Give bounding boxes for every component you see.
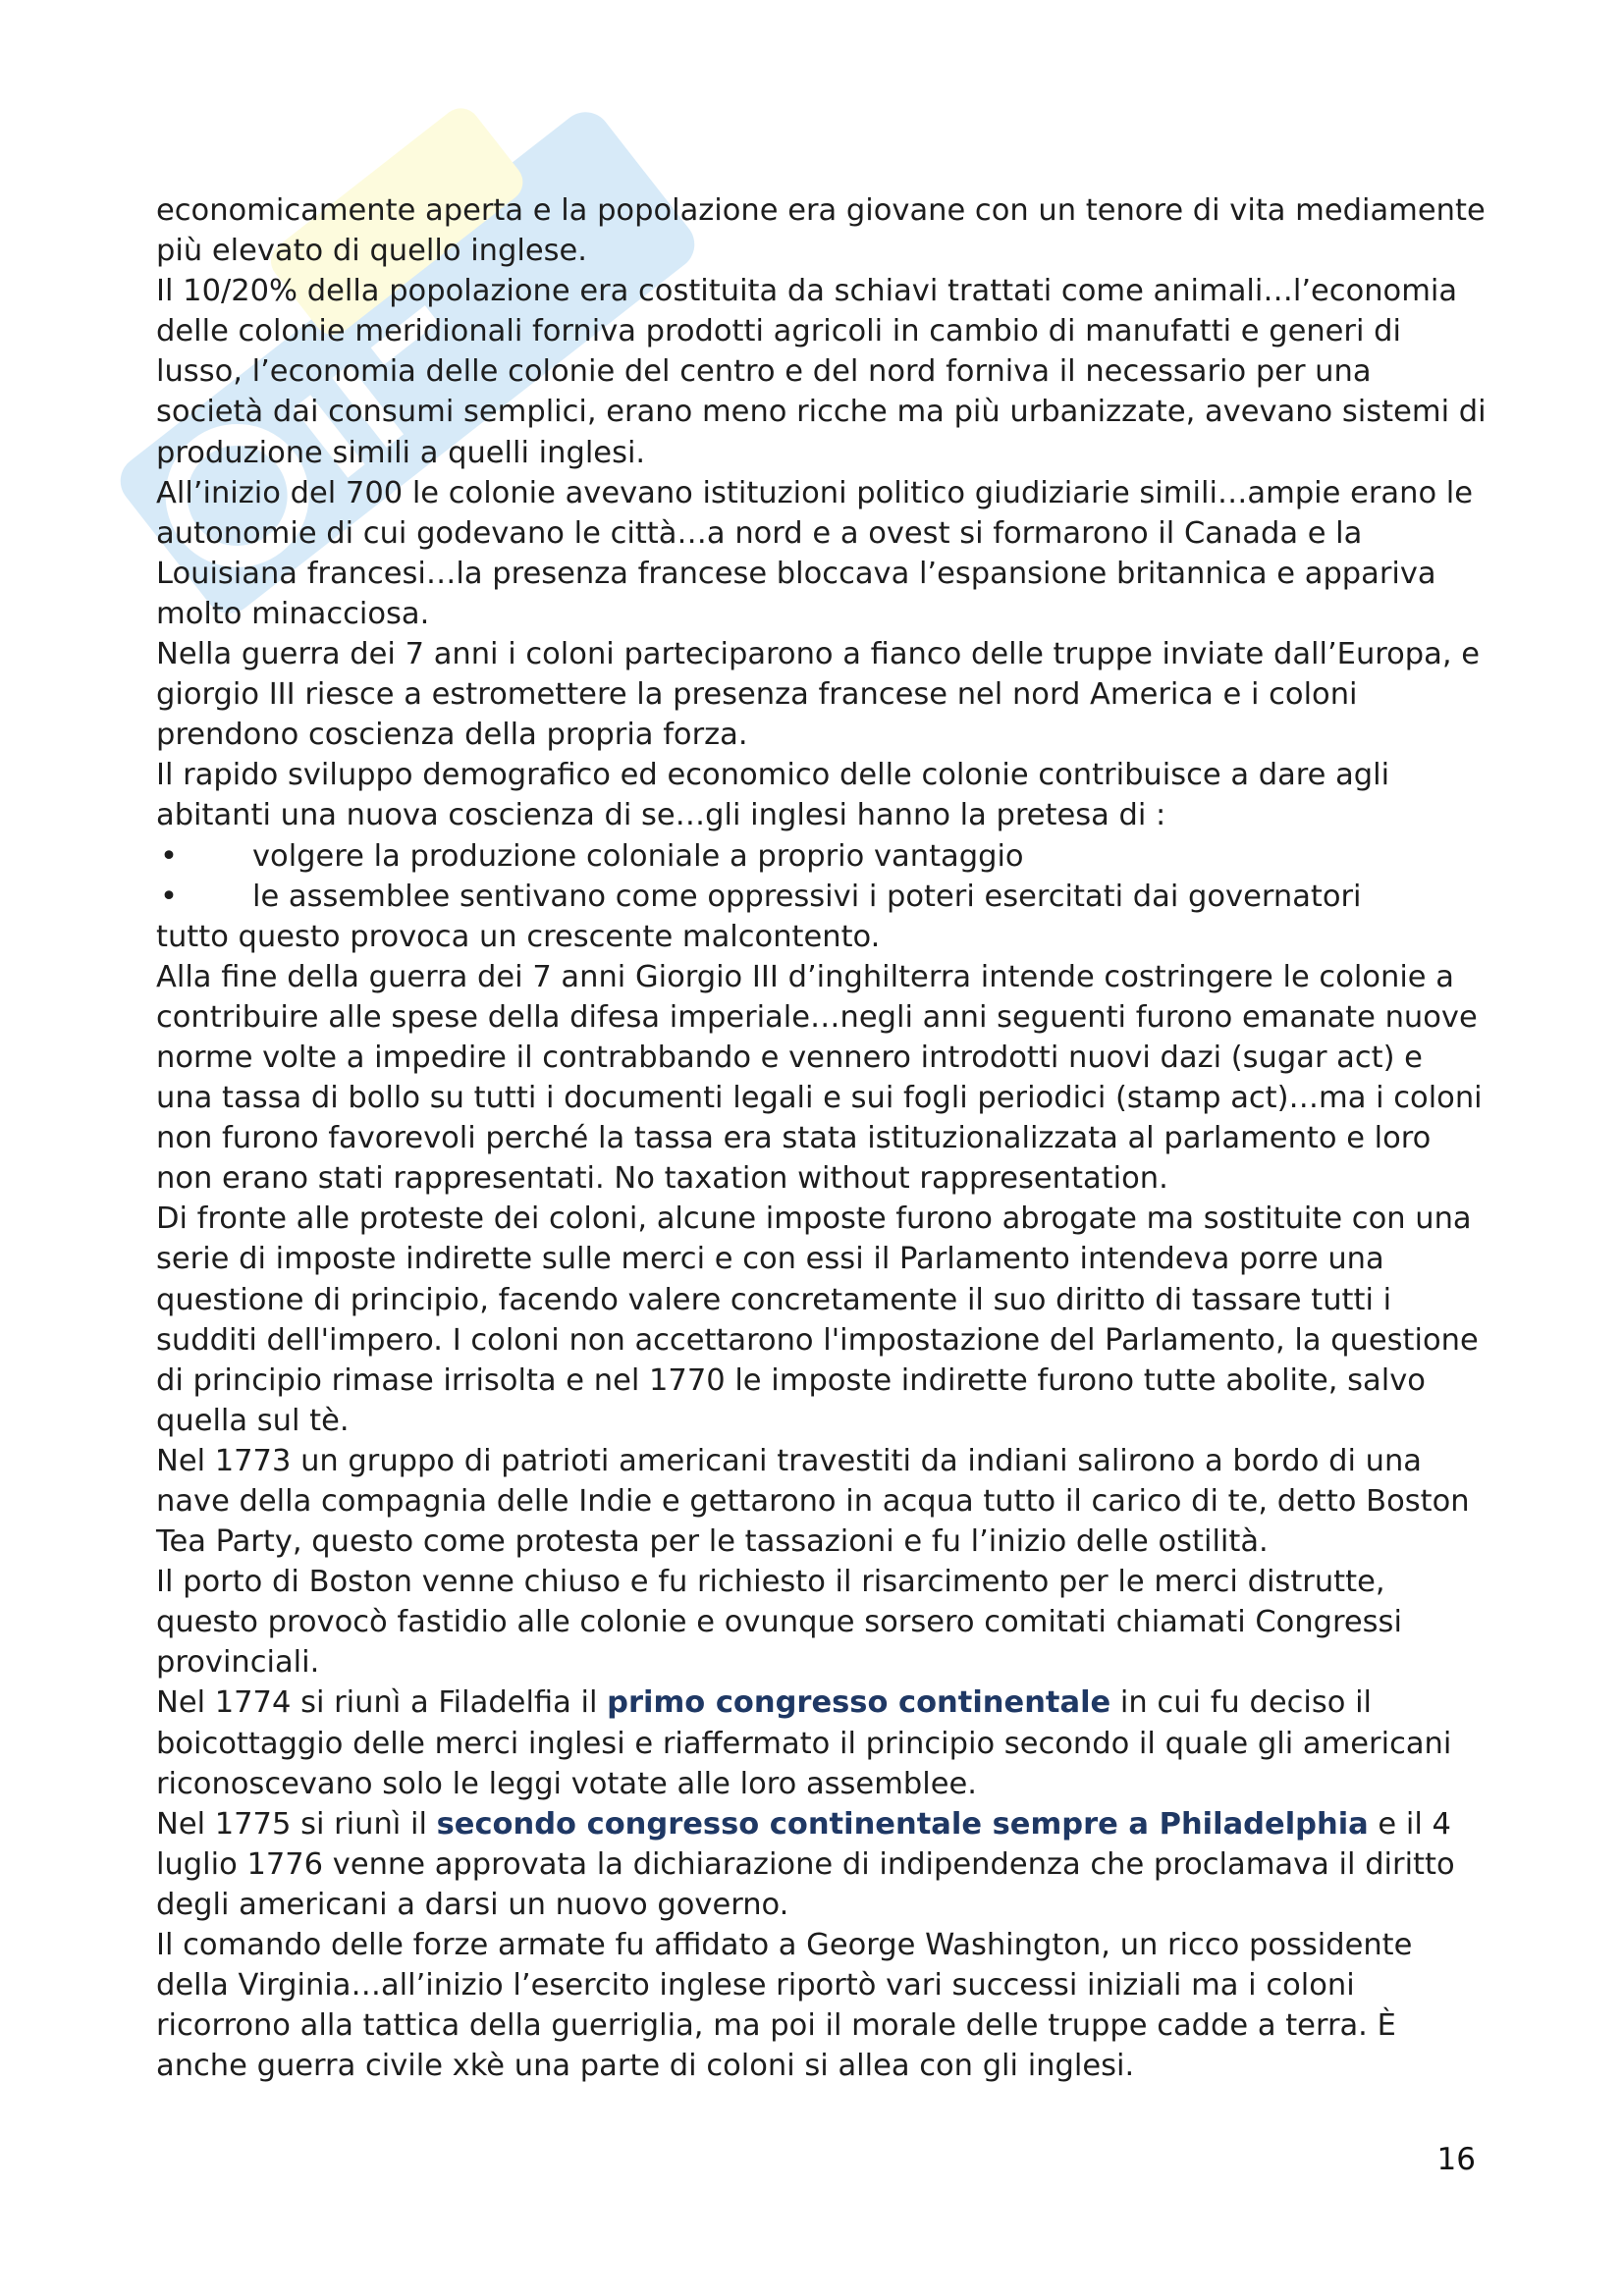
bullet-item [156, 877, 1487, 917]
paragraph: Il 10/20% della popolazione era costituita da schiavi trattati come animali…l’economia delle colonie meridionali forniva prodotti agricoli in cambio di manufatti e generi di lusso, l’economia delle colonie del centro e del nord forniva il necessario per una società dai consumi semplici, erano meno ricche ma più urbanizzate, avevano sistemi di produzione simili a quelli inglesi. [156, 274, 1487, 470]
text-segment: Nel 1774 si riunì a Filadelfia il [156, 1685, 608, 1721]
bullet-text: le assemblee sentivano come oppressivi i poteri esercitati dai governatori [252, 879, 1362, 914]
paragraph: Il porto di Boston venne chiuso e fu richiesto il risarcimento per le merci distrutte, questo provocò fastidio alle colonie e ovunque sorsero comitati chiamati Congressi provinciali. [156, 1565, 1402, 1681]
document-body [156, 190, 1487, 2086]
page-number: 16 [1436, 2142, 1476, 2177]
bullet-text: volgere la produzione coloniale a proprio vantaggio [252, 838, 1024, 874]
text-segment: Nel 1775 si riunì il [156, 1806, 437, 1842]
paragraph: Nella guerra dei 7 anni i coloni parteciparono a fianco delle truppe inviate dall’Europa, e giorgio III riesce a estromettere la presenza francese nel nord America e i coloni prendono coscienza della propria forza. [156, 637, 1481, 753]
highlighted-term: primo congresso continentale [607, 1685, 1111, 1721]
paragraph: Il comando delle forze armate fu affidato a George Washington, un ricco possidente della Virginia…all’inizio l’esercito inglese riportò vari successi iniziali ma i coloni ricorrono alla tattica della guerriglia, ma poi il morale delle truppe cadde a terra. È anche guerra civile xkè una parte di coloni si allea con gli inglesi. [156, 1928, 1413, 2084]
paragraph: economicamente aperta e la popolazione era giovane con un tenore di vita mediamente più elevato di quello inglese. [156, 193, 1486, 269]
paragraph: All’inizio del 700 le colonie avevano istituzioni politico giudiziarie simili…ampie erano le autonomie di cui godevano le città…a nord e a ovest si formarono il Canada e la Louisiana francesi…la presenza francese bloccava l’espansione britannica e appariva molto minacciosa. [156, 475, 1474, 631]
paragraph: Alla fine della guerra dei 7 anni Giorgio III d’inghilterra intende costringere le colonie a contribuire alle spese della difesa imperiale…negli anni seguenti furono emanate nuove norme volte a impedire il contrabbando e vennero introdotti nuovi dazi (sugar act) e una tassa di bollo su tutti i documenti legali e sui fogli periodici (stamp act)…ma i coloni non furono favorevoli perché la tassa era stata istituzionalizzata al parlamento e loro non erano stati rappresentati. No taxation without rappresentation. [156, 959, 1483, 1197]
text-segment: in cui fu deciso il boicottaggio delle merci inglesi e riaffermato il principio secondo il quale gli americani riconoscevano solo le leggi votate alle loro assemblee. [156, 1685, 1452, 1801]
bullet-marker: • [160, 838, 178, 874]
paragraph-with-highlight [156, 1682, 1487, 1803]
text-segment: e il 4 luglio 1776 venne approvata la dichiarazione di indipendenza che proclamava il diritto degli americani a darsi un nuovo governo. [156, 1806, 1455, 1922]
paragraph: Di fronte alle proteste dei coloni, alcune imposte furono abrogate ma sostituite con una serie di imposte indirette sulle merci e con essi il Parlamento intendeva porre una questione di principio, facendo valere concretamente il suo diritto di tassare tutti i sudditi dell'impero. I coloni non accettarono l'impostazione del Parlamento, la questione di principio rimase irrisolta e nel 1770 le imposte indirette furono tutte abolite, salvo quella sul tè. [156, 1201, 1479, 1438]
highlighted-term: secondo congresso continentale sempre a Philadelphia [436, 1806, 1369, 1842]
paragraph: Il rapido sviluppo demografico ed economico delle colonie contribuisce a dare agli abitanti una nuova coscienza di se…gli inglesi hanno la pretesa di : [156, 758, 1390, 833]
paragraph: tutto questo provoca un crescente malcontento. [156, 919, 881, 954]
bullet-marker: • [160, 879, 178, 914]
paragraph: Nel 1773 un gruppo di patrioti americani travestiti da indiani salirono a bordo di una nave della compagnia delle Indie e gettarono in acqua tutto il carico di te, detto Boston Tea Party, questo come protesta per le tassazioni e fu l’inizio delle ostilità. [156, 1443, 1470, 1560]
bullet-item [156, 836, 1487, 877]
paragraph-with-highlight [156, 1804, 1487, 1925]
